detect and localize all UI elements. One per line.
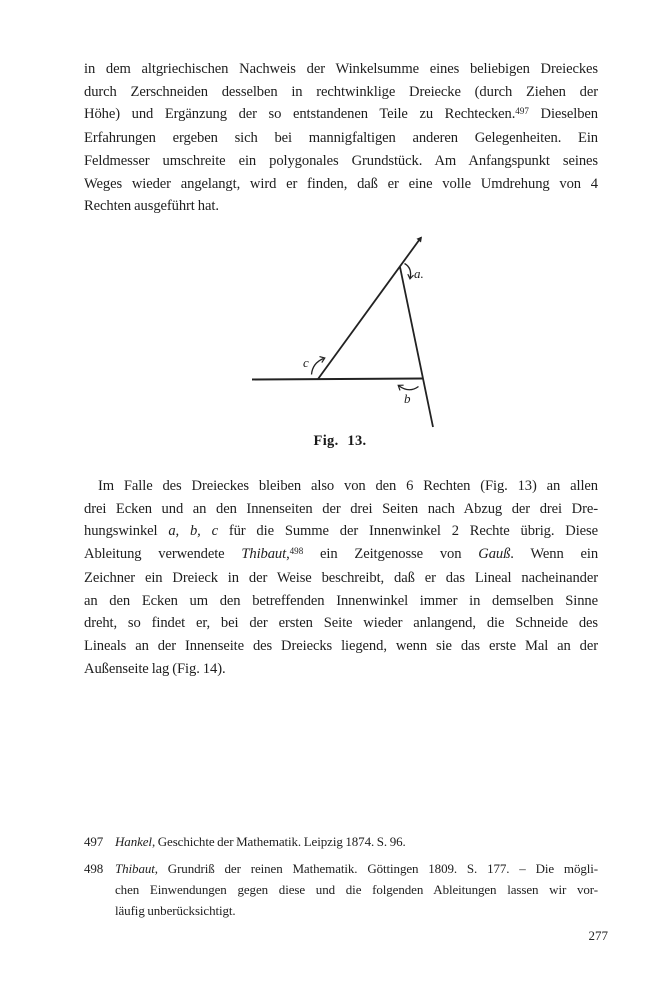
footnote-number: 498 — [84, 861, 104, 876]
angle-b-arc — [399, 386, 419, 390]
footnote-reference: 497 — [515, 106, 529, 117]
text-segment: in dem altgriechischen Nachweis der Winkelsumme eines beliebigen Dreieckes — [84, 61, 598, 77]
text-segment: Zeichner ein Dreieck in der Weise beschreibt, daß er das Lineal nacheinander — [84, 569, 598, 586]
footnote-text — [115, 831, 598, 852]
text-segment: läufig unberücksichtigt. — [115, 903, 236, 918]
text-segment: a, b, c — [168, 523, 218, 540]
text-segment: ein Zeitgenosse von — [303, 546, 479, 563]
page-number: 277 — [588, 928, 608, 943]
text-line — [84, 103, 598, 127]
paragraph-2 — [84, 475, 598, 680]
text-segment: an den Ecken um den betreffenden Innenwinkel immer in demselben Sinne — [84, 592, 598, 609]
angle-a-arc — [405, 264, 411, 279]
text-line — [84, 81, 598, 104]
footnotes-section — [84, 831, 598, 921]
text-segment: dreht, so findet er, bei der ersten Seite wieder anlangend, die Schneide des — [84, 615, 598, 632]
text-segment: durch Zerschneiden desselben in rechtwinklige Dreiecke (durch Ziehen der — [84, 83, 598, 100]
text-segment: , — [286, 546, 290, 563]
text-line — [84, 195, 598, 218]
angle-label-b: b — [404, 391, 411, 406]
triangle-diagram — [240, 226, 440, 432]
text-segment: Rechten ausgeführt hat. — [84, 198, 219, 215]
text-line — [84, 612, 598, 635]
text-segment: Außenseite lag (Fig. 14). — [84, 660, 226, 677]
text-line — [84, 127, 598, 150]
triangle-left-side-line — [318, 238, 421, 380]
text-line — [84, 498, 598, 521]
text-line — [84, 173, 598, 196]
footnote-498 — [84, 858, 598, 921]
text-segment: drei Ecken und an den Innenseiten der drei Seiten nach Abzug der drei Dre- — [84, 500, 598, 517]
text-segment: Im Falle des Dreieckes bleiben also von den 6 Rechten (Fig. 13) an allen — [98, 478, 598, 494]
text-line — [115, 831, 598, 852]
text-segment: Ableitung verwendete — [84, 546, 242, 563]
text-line — [84, 590, 598, 613]
text-segment: chen Einwendungen gegen diese und die folgenden Ableitungen lassen wir vor- — [115, 882, 598, 897]
text-line — [84, 543, 598, 567]
text-segment: Thibaut — [115, 861, 155, 876]
angle-label-a: a. — [414, 266, 424, 281]
footnote-497 — [84, 831, 598, 852]
text-line — [115, 900, 598, 921]
text-line — [84, 150, 598, 173]
footnote-text — [115, 858, 598, 921]
triangle-base-line — [252, 379, 423, 380]
text-segment: Lineals an der Innenseite des Dreiecks liegend, wenn sie das erste Mal an der — [84, 637, 598, 654]
text-line — [84, 658, 598, 681]
text-segment: Feldmesser umschreite ein polygonales Grundstück. Am Anfangspunkt seines — [84, 152, 598, 169]
text-segment: Hankel — [115, 834, 152, 849]
text-line — [84, 520, 598, 543]
paragraph-1 — [84, 58, 598, 218]
text-segment: . Wenn ein — [510, 546, 599, 563]
footnote-reference: 498 — [289, 546, 304, 557]
text-segment: Höhe) und Ergänzung der so entstandenen Teile zu Rechtecken. — [84, 106, 516, 123]
text-line — [84, 58, 598, 81]
text-segment: , Geschichte der Mathematik. Leipzig 1874. S. 96. — [151, 834, 406, 849]
text-line — [84, 567, 598, 590]
text-segment: hungswinkel — [84, 523, 169, 540]
text-segment: für die Summe der Innenwinkel 2 Rechte übrig. Diese — [217, 523, 598, 540]
text-line — [115, 879, 598, 900]
text-segment: Dieselben — [528, 106, 598, 123]
text-segment: Thibaut — [241, 546, 287, 563]
text-segment: , Grundriß der reinen Mathematik. Göttingen 1809. S. 177. – Die mögli- — [154, 861, 598, 876]
text-segment: Weges wieder angelangt, wird er finden, daß er eine volle Umdrehung von 4 — [84, 175, 598, 192]
text-line — [84, 475, 598, 498]
angle-label-c: c — [303, 355, 309, 370]
text-segment: Erfahrungen ergeben sich bei mannigfaltigen anderen Gelegenheiten. Ein — [84, 130, 598, 147]
text-line — [84, 635, 598, 658]
figure-caption: Fig. 13. — [313, 433, 367, 449]
text-segment: Gauß — [478, 546, 511, 563]
angle-c-arc — [312, 359, 324, 375]
text-line — [115, 858, 598, 879]
footnote-number: 497 — [84, 834, 104, 849]
figure-13 — [240, 226, 440, 432]
